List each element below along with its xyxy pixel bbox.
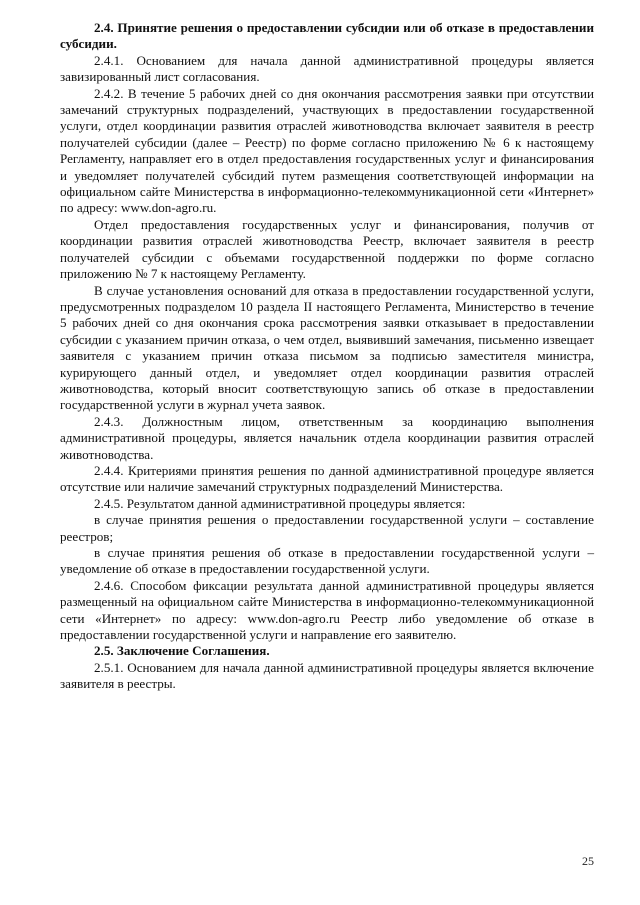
- paragraph-2-4-4: 2.4.4. Критериями принятия решения по данной административной процедуре является отсутствие или наличие замечаний структурных подразделений Министерства.: [60, 462, 594, 495]
- paragraph-2-5-1: 2.5.1. Основанием для начала данной административной процедуры является включение заявителя в реестры.: [60, 659, 594, 692]
- paragraph-2-4-2: 2.4.2. В течение 5 рабочих дней со дня окончания рассмотрения заявки при отсутствии замечаний структурных подразделений, участвующих в предоставлении государственной услуги, отдел координации развития отраслей животноводства включает заявителя в реестр получателей субсидии (далее – Реестр) по форме согласно приложению № 6 к настоящему Регламенту, направляет его в отдел предоставления государственных услуг и финансирования и уведомляет получателей субсидий путем размещения соответствующей информации на официальном сайте Министерства в информационно-телекоммуникационной сети «Интернет» по адресу: www.don-agro.ru.: [60, 85, 594, 216]
- section-heading-2-4: 2.4. Принятие решения о предоставлении субсидии или об отказе в предоставлении субсидии.: [60, 20, 594, 52]
- document-page: [60, 20, 594, 693]
- paragraph-finance-department: Отдел предоставления государственных услуг и финансирования, получив от координации развития отраслей животноводства Реестр, включает заявителя в реестр получателей субсидии с объемами государственной поддержки по форме согласно приложению № 7 к настоящему Регламенту.: [60, 216, 594, 282]
- paragraph-result-refusal: в случае принятия решения об отказе в предоставлении государственной услуги – уведомление об отказе в предоставлении государственной услуги.: [60, 545, 594, 577]
- paragraph-refusal-case: В случае установления оснований для отказа в предоставлении государственной услуги, предусмотренных подразделом 10 раздела II настоящего Регламента, Министерство в течение 5 рабочих дней со дня окончания срока рассмотрения заявки отказывает в предоставлении субсидии с указанием причин отказа, о чем отдел, выявивший замечания, письменно извещает заявителя с указанием причин отказа письмом за подписью заместителя министра, курирующего данный отдел, и уведомляет отдел координации развития отраслей животноводства, который вносит соответствующую запись об отказе в предоставлении государственной услуги в журнал учета заявок.: [60, 282, 594, 413]
- section-heading-2-5: 2.5. Заключение Соглашения.: [94, 643, 270, 659]
- paragraph-2-4-5: 2.4.5. Результатом данной административной процедуры является:: [94, 495, 466, 511]
- paragraph-2-4-3: 2.4.3. Должностным лицом, ответственным за координацию выполнения административной процедуры, является начальник отдела координации развития отраслей животноводства.: [60, 413, 594, 462]
- paragraph-2-4-1: 2.4.1. Основанием для начала данной административной процедуры является завизированный лист согласования.: [60, 52, 594, 85]
- paragraph-2-4-6: 2.4.6. Способом фиксации результата данной административной процедуры является размещенный на официальном сайте Министерства в информационно-телекоммуникационной сети «Интернет» по адресу: www.don-agro.ru Реестр либо уведомление об отказе в предоставлении государственной услуги и направление его заявителю.: [60, 577, 594, 643]
- paragraph-result-approval: в случае принятия решения о предоставлении государственной услуги – составление реестров;: [60, 512, 594, 544]
- page-number: 25: [582, 854, 594, 868]
